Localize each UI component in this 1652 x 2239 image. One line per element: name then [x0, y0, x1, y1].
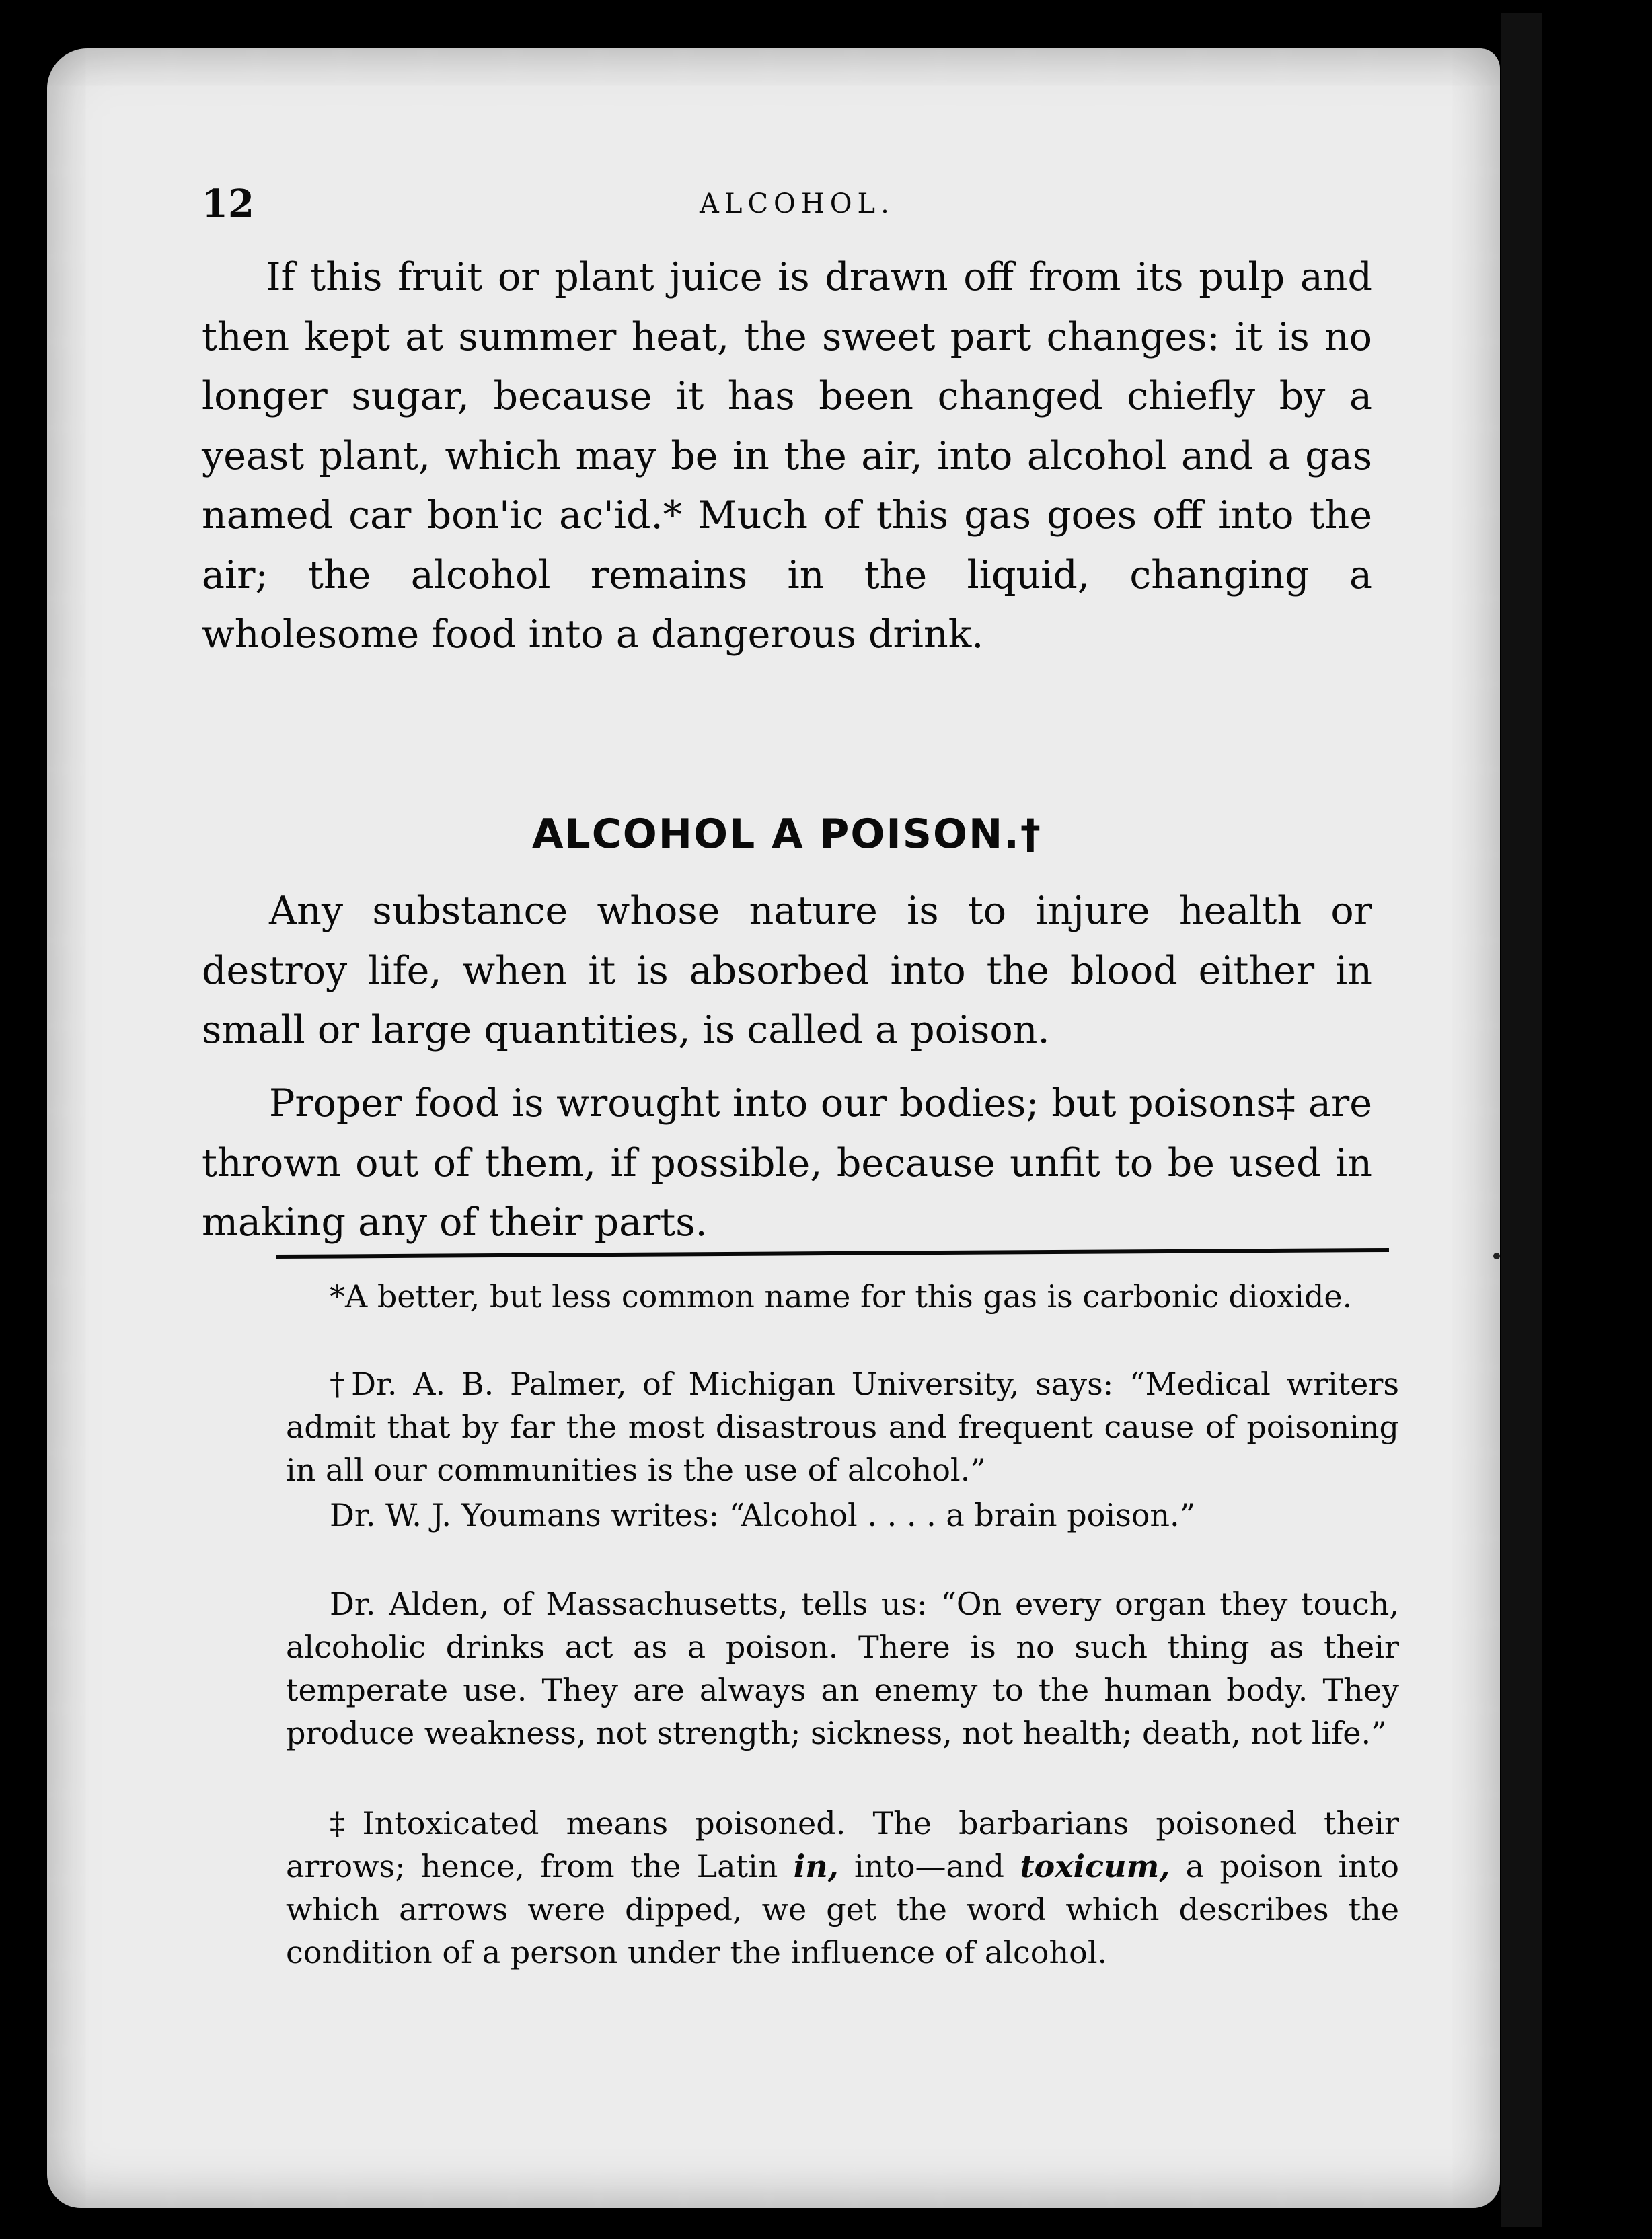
- footnote-double-dagger: [286, 1802, 1399, 1974]
- latin-word-in: in,: [793, 1848, 839, 1884]
- footnote-text: into—and: [838, 1848, 1020, 1884]
- footnote-youmans: Dr. W. J. Youmans writes: “Alcohol . . . . a brain poison.”: [330, 1497, 1196, 1533]
- running-head: ALCOHOL.: [700, 188, 895, 219]
- latin-word-toxicum: toxicum,: [1020, 1848, 1170, 1884]
- footnote-alden: Dr. Alden, of Massachusetts, tells us: “On every organ they touch, alcoholic drinks act as a poison. There is no such thing as their temperate use. They are always an enemy to the human body. They produce weakness, not strength; sickness, not health; death, not life.”: [286, 1586, 1399, 1751]
- footnote-text: a poison into which arrows were dipped, we get the word which describes the condition of a person under the influence of alcohol.: [286, 1848, 1399, 1971]
- ink-speck: [1493, 1253, 1500, 1259]
- page-header: [202, 182, 1386, 235]
- adjacent-page-edge: [1501, 13, 1542, 2227]
- page-number: 12: [202, 182, 254, 226]
- footnote-dagger: †Dr. A. B. Palmer, of Michigan University, says: “Medical writers admit that by far the most disastrous and frequent cause of poisoning in all our communities is the use of alcohol.”: [286, 1366, 1399, 1488]
- footnote-text: ‡Intoxicated means poisoned. The barbarians poisoned their arrows; hence, from the Latin: [286, 1805, 1399, 1884]
- body-paragraph-3: Proper food is wrought into our bodies; but poisons‡ are thrown out of them, if possible, because unfit to be used in making any of their parts.: [202, 1081, 1372, 1245]
- section-heading: ALCOHOL A POISON.†: [532, 811, 1042, 858]
- body-paragraph-1: If this fruit or plant juice is drawn off from its pulp and then kept at summer heat, the sweet part changes: it is no longer sugar, because it has been changed chiefly by a yeast plant, which may be in the air, into alcohol and a gas named car bon'ic ac'id.* Much of this gas goes off into the air; the alcohol remains in the liquid, changing a wholesome food into a dangerous drink.: [202, 255, 1372, 657]
- body-paragraph-2: Any substance whose nature is to injure health or destroy life, when it is absorbed into the blood either in small or large quantities, is called a poison.: [202, 889, 1372, 1052]
- footnote-asterisk: *A better, but less common name for this gas is carbonic dioxide.: [330, 1278, 1353, 1315]
